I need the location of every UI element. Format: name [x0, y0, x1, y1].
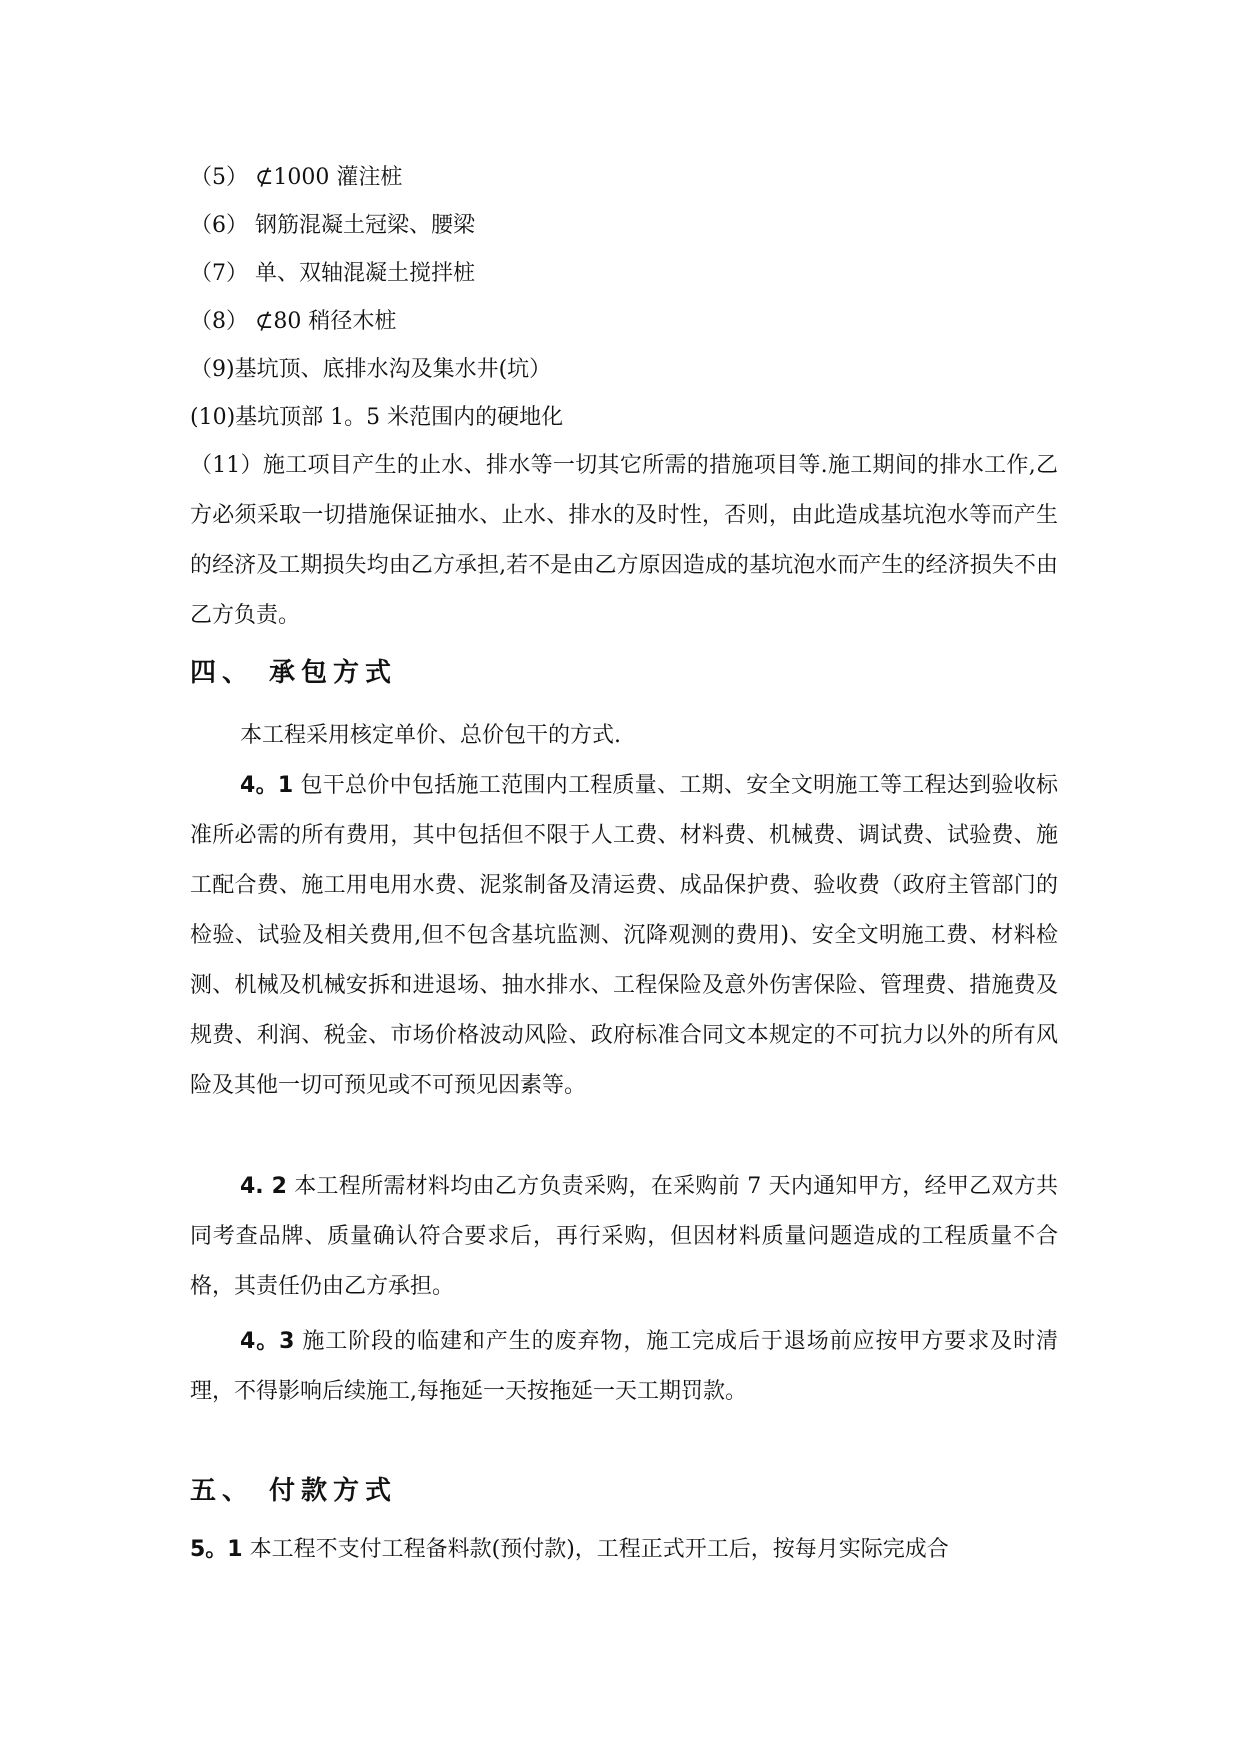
list-item-5: （5） ⊄1000 灌注桩: [190, 165, 403, 190]
list-item-11: （11）施工项目产生的止水、排水等一切其它所需的措施项目等.施工期间的排水工作,乙方必须采取一切措施保证抽水、止水、排水的及时性，否则，由此造成基坑泡水等而产生的经济及工期损失均由乙方承担,若不是由乙方原因造成的基坑泡水而产生的经济损失不由乙方负责。: [190, 453, 1058, 628]
clause-text: 施工阶段的临建和产生的废弃物，施工完成后于退场前应按甲方要求及时清理，不得影响后续施工,每拖延一天按拖延一天工期罚款。: [190, 1329, 1058, 1404]
section-4-heading: 四、 承包方式: [190, 658, 398, 688]
section-5-paragraph-1: [190, 1525, 1058, 1575]
clause-text: 包干总价中包括施工范围内工程质量、工期、安全文明施工等工程达到验收标准所必需的所有费用，其中包括但不限于人工费、材料费、机械费、调试费、试验费、施工配合费、施工用电用水费、泥浆制备及清运费、成品保护费、验收费（政府主管部门的检验、试验及相关费用,但不包含基坑监测、沉降观测的费用)、安全文明施工费、材料检测、机械及机械安拆和进退场、抽水排水、工程保险及意外伤害保险、管理费、措施费及规费、利润、税金、市场价格波动风险、政府标准合同文本规定的不可抗力以外的所有风险及其他一切可预见或不可预见因素等。: [190, 773, 1058, 1098]
section-5-heading: 五、 付款方式: [190, 1476, 398, 1506]
clause-text: 本工程不支付工程备料款(预付款)，工程正式开工后，按每月实际完成合: [242, 1537, 949, 1562]
clause-number: 4。1: [240, 773, 294, 798]
section-4-paragraph-1: [190, 761, 1058, 1111]
list-item-6: （6） 钢筋混凝土冠梁、腰梁: [190, 213, 475, 238]
clause-number: 4。3: [240, 1329, 295, 1354]
section-4-paragraph-3: [190, 1317, 1058, 1417]
section-4-paragraph-2: [190, 1162, 1058, 1312]
clause-number: 4. 2: [240, 1174, 287, 1199]
list-item-10: (10)基坑顶部 1。5 米范围内的硬地化: [190, 405, 564, 430]
clause-number: 5。1: [190, 1537, 243, 1562]
section-4-intro: 本工程采用核定单价、总价包干的方式.: [240, 723, 621, 748]
clause-text: 本工程所需材料均由乙方负责采购，在采购前 7 天内通知甲方，经甲乙双方共同考查品牌、质量确认符合要求后，再行采购，但因材料质量问题造成的工程质量不合格，其责任仍由乙方承担。: [190, 1174, 1058, 1299]
list-item-8: （8） ⊄80 稍径木桩: [190, 309, 397, 334]
list-item-9: （9)基坑顶、底排水沟及集水井(坑）: [190, 357, 552, 382]
list-item-7: （7） 单、双轴混凝土搅拌桩: [190, 261, 475, 286]
